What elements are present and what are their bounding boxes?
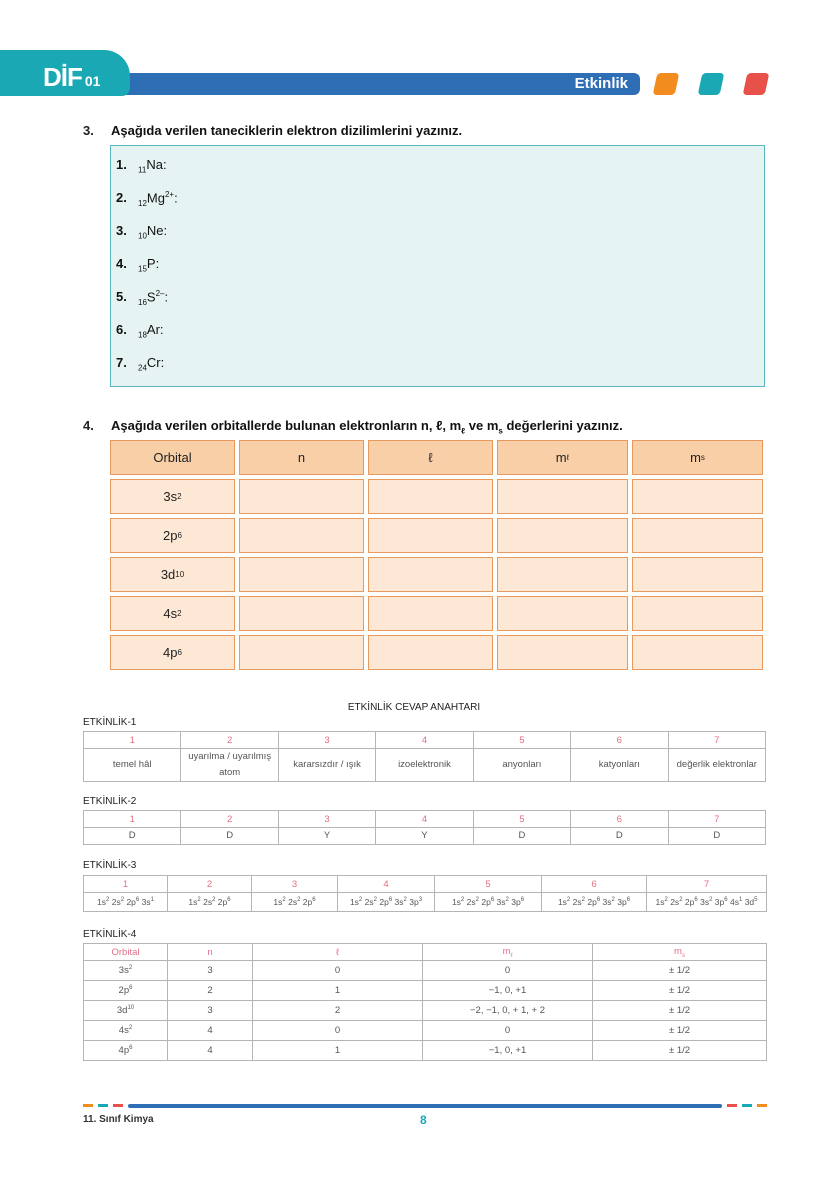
subshell: 2p [684, 897, 695, 907]
orbital-electrons: 10 [175, 570, 185, 579]
subshell-electrons: 6 [490, 897, 495, 904]
key-answer-row [84, 828, 766, 845]
subshell-electrons: 2 [120, 897, 125, 904]
page-number: 8 [420, 1113, 427, 1127]
element-symbol: Ne [146, 223, 164, 238]
subshell-electrons: 6 [312, 897, 316, 904]
subshell: 2s [670, 897, 680, 907]
key-answer-cell: D [181, 828, 278, 845]
subshell: 2p [379, 897, 389, 907]
subshell-electrons: 6 [227, 897, 231, 904]
subshell-electrons: 2 [297, 897, 301, 904]
key-number-cell: 3 [252, 876, 338, 893]
key-number-cell: 6 [542, 876, 647, 893]
ml-cell: −2, −1, 0, + 1, + 2 [423, 1001, 593, 1021]
subshell: 1s [451, 897, 461, 907]
atomic-number: 18 [138, 330, 147, 340]
orbital-cell [84, 1021, 168, 1041]
subshell: 3p [511, 897, 521, 907]
subshell: 1s [97, 897, 107, 907]
key-number-cell: 7 [668, 811, 765, 828]
key-answer-cell: D [571, 828, 668, 845]
ms-cell: ± 1/2 [593, 981, 767, 1001]
footer-line [128, 1104, 722, 1108]
etk1-label: ETKİNLİK-1 [83, 717, 137, 728]
orbital-answer-cell[interactable] [368, 479, 493, 514]
subshell-electrons: 2 [373, 897, 377, 904]
key-answer-row [84, 1021, 767, 1041]
q3-item [116, 157, 167, 175]
subshell: 3p [714, 897, 725, 907]
n-cell: 4 [168, 1041, 253, 1061]
q3-item [116, 190, 178, 208]
subshell-electrons: 2 [709, 897, 713, 904]
key-number-cell: 1 [84, 811, 181, 828]
subshell: 2p [302, 897, 313, 907]
orbital-table-header [110, 440, 235, 475]
subshell-electrons: 1 [738, 897, 743, 904]
subshell-electrons: 2 [106, 897, 110, 904]
header-text: m [674, 945, 682, 957]
subshell: 3s [141, 897, 151, 907]
subshell: 2p [126, 897, 136, 907]
orbital-label-cell [110, 518, 235, 553]
key-number-cell: 6 [571, 732, 668, 749]
q4-number: 4. [83, 418, 94, 433]
subshell: 2p [217, 897, 228, 907]
orbital-answer-cell[interactable] [632, 635, 763, 670]
q3-item-number: 3. [116, 223, 127, 238]
subshell-electrons: 3 [418, 897, 423, 904]
q3-item-number: 6. [116, 322, 127, 337]
header-subscript: ℓ [566, 453, 570, 462]
key-number-cell: 5 [435, 876, 542, 893]
orbital-answer-cell[interactable] [632, 479, 763, 514]
orbital-name: 4p [163, 645, 178, 660]
orbital-table-header [239, 440, 364, 475]
element-symbol: P [146, 256, 156, 271]
subshell-electrons: 2 [403, 897, 407, 904]
orbital-electrons: 6 [177, 531, 182, 540]
header-text: n [207, 946, 213, 958]
key-header-cell [253, 944, 423, 961]
n-cell: 4 [168, 1021, 253, 1041]
subshell-electrons: 2 [197, 897, 201, 904]
subshell: 1s [655, 897, 665, 907]
etk3-table [83, 875, 767, 912]
atomic-number: 15 [138, 264, 147, 274]
ml-cell: 0 [423, 1021, 593, 1041]
subshell: 2p [587, 897, 597, 907]
key-header-cell [84, 944, 168, 961]
etk4-label: ETKİNLİK-4 [83, 929, 137, 940]
footer-dash-teal-2 [742, 1104, 752, 1107]
header-text: ℓ [335, 946, 340, 958]
q3-item-number: 4. [116, 256, 127, 271]
electron-configuration-cell [84, 893, 168, 912]
orbital-cell [84, 1041, 168, 1061]
orbital-answer-cell[interactable] [632, 518, 763, 553]
subshell: 2s [572, 897, 582, 907]
orbital-answer-cell[interactable] [497, 479, 628, 514]
header-text: Orbital [153, 450, 192, 465]
subshell: 1s [349, 897, 359, 907]
orbital-answer-cell[interactable] [497, 596, 628, 631]
orbital-answer-cell[interactable] [239, 557, 364, 592]
orbital-label-cell [110, 635, 235, 670]
orbital-electrons: 6 [129, 1044, 133, 1051]
key-answer-row [84, 1001, 767, 1021]
header-text: ℓ [428, 450, 433, 465]
header-text: m [555, 450, 567, 465]
key-number-cell: 2 [181, 811, 278, 828]
electron-configuration-cell [338, 893, 435, 912]
item-colon: : [155, 256, 160, 271]
etk2-label: ETKİNLİK-2 [83, 796, 137, 807]
subshell-electrons: 5 [754, 897, 758, 904]
key-answer-cell: değerlik elektronlar [668, 749, 765, 782]
element-symbol: Cr [146, 355, 161, 370]
item-colon: : [162, 157, 167, 172]
subshell: 2s [466, 897, 476, 907]
orbital-name: 4s [118, 1025, 129, 1037]
element-symbol: Na [146, 157, 163, 172]
key-number-cell: 1 [84, 732, 181, 749]
ms-cell: ± 1/2 [593, 1001, 767, 1021]
key-header-cell [168, 944, 253, 961]
key-answer-row [84, 981, 767, 1001]
subshell-electrons: 6 [596, 897, 601, 904]
electron-configuration-cell [435, 893, 542, 912]
orbital-answer-cell[interactable] [239, 518, 364, 553]
subshell-electrons: 2 [679, 897, 683, 904]
atomic-number: 11 [138, 165, 147, 175]
subshell-electrons: 2 [460, 897, 465, 904]
header-text: Orbital [111, 946, 140, 958]
item-colon: : [163, 223, 168, 238]
header-bar [100, 73, 640, 95]
q3-title: Aşağıda verilen taneciklerin elektron dizilimlerini yazınız. [111, 123, 463, 138]
key-number-cell: 4 [376, 732, 473, 749]
orbital-name: 4s [163, 606, 178, 621]
orbital-answer-cell[interactable] [632, 596, 763, 631]
subshell: 3s [602, 897, 612, 907]
key-answer-cell: Y [278, 828, 375, 845]
key-answer-row [84, 893, 767, 912]
footer-dash-red-2 [727, 1104, 737, 1107]
atomic-number: 12 [138, 198, 147, 208]
ms-cell: ± 1/2 [593, 1041, 767, 1061]
footer-dash-teal [98, 1104, 108, 1107]
orbital-electrons: 2 [128, 1024, 133, 1031]
electron-configuration-cell [542, 893, 647, 912]
section-title: Etkinlik [574, 75, 628, 92]
subshell-electrons: 6 [626, 897, 631, 904]
subshell-electrons: 6 [135, 897, 140, 904]
orbital-answer-cell[interactable] [368, 596, 493, 631]
orbital-label-cell [110, 479, 235, 514]
n-cell: 3 [168, 961, 253, 981]
orbital-name: 2p [118, 985, 130, 997]
ml-cell: −1, 0, +1 [423, 1041, 593, 1061]
orbital-answer-cell[interactable] [368, 557, 493, 592]
subshell: 2s [364, 897, 374, 907]
subshell: 3s [496, 897, 506, 907]
key-answer-cell: Y [376, 828, 473, 845]
orbital-answer-cell[interactable] [239, 479, 364, 514]
atomic-number: 16 [138, 297, 147, 307]
q3-item [116, 223, 167, 241]
subshell-electrons: 2 [664, 897, 668, 904]
electron-configuration-cell [168, 893, 252, 912]
orbital-table-header [497, 440, 628, 475]
key-number-cell: 6 [571, 811, 668, 828]
subshell: 3p [617, 897, 627, 907]
ion-charge: 2+ [164, 190, 175, 199]
key-answer-cell: anyonları [473, 749, 570, 782]
orbital-name: 3d [116, 1005, 128, 1017]
key-number-row [84, 876, 767, 893]
key-answer-cell: D [668, 828, 765, 845]
key-number-cell: 2 [168, 876, 252, 893]
subshell-electrons: 6 [520, 897, 525, 904]
q3-item-number: 1. [116, 157, 127, 172]
subshell-electrons: 2 [212, 897, 216, 904]
element-symbol: S [146, 289, 156, 305]
atomic-number: 10 [138, 231, 147, 241]
subshell: 3s [394, 897, 404, 907]
q3-item [116, 355, 164, 373]
orbital-name: 2p [163, 528, 178, 543]
l-cell: 1 [253, 1041, 423, 1061]
orbital-answer-cell[interactable] [368, 635, 493, 670]
subshell: 3s [700, 897, 710, 907]
orange-square-icon [653, 73, 680, 95]
ml-cell: −1, 0, +1 [423, 981, 593, 1001]
q3-item [116, 256, 159, 274]
q3-number: 3. [83, 123, 94, 138]
key-answer-cell: uyarılma / uyarılmış atom [181, 749, 278, 782]
subshell-electrons: 6 [724, 897, 728, 904]
orbital-answer-cell[interactable] [497, 557, 628, 592]
red-square-icon [743, 73, 770, 95]
subshell: 3p [409, 897, 419, 907]
subshell: 2s [203, 897, 213, 907]
electron-configuration-cell [647, 893, 767, 912]
header-subscript: s [700, 453, 705, 462]
electron-configuration-cell [252, 893, 338, 912]
orbital-electrons: 2 [177, 609, 182, 618]
orbital-name: 3d [160, 567, 176, 582]
key-number-cell: 2 [181, 732, 278, 749]
subshell: 2s [111, 897, 121, 907]
orbital-electrons: 10 [127, 1004, 135, 1011]
key-answer-row [84, 1041, 767, 1061]
key-number-cell: 5 [473, 811, 570, 828]
key-number-cell: 4 [338, 876, 435, 893]
subshell-electrons: 6 [694, 897, 698, 904]
q4-title: Aşağıda verilen orbitallerde bulunan elektronların n, ℓ, $m_\ell$ ve $m_s$ değerlerini yazınız. [111, 418, 623, 436]
orbital-answer-cell[interactable] [632, 557, 763, 592]
ms-cell: ± 1/2 [593, 961, 767, 981]
footer-dash-red [113, 1104, 123, 1107]
subshell: 2s [288, 897, 298, 907]
key-number-cell: 7 [647, 876, 767, 893]
orbital-label-cell [110, 557, 235, 592]
ion-charge: 2– [155, 289, 165, 298]
subshell: 4s [729, 897, 739, 907]
header-subscript: ℓ [510, 952, 513, 959]
answer-key-title: ETKİNLİK CEVAP ANAHTARI [347, 702, 481, 713]
subshell-electrons: 1 [150, 897, 154, 904]
atomic-number: 24 [138, 363, 147, 373]
orbital-name: 3s [118, 965, 129, 977]
subshell-electrons: 2 [505, 897, 509, 904]
l-cell: 1 [253, 981, 423, 1001]
n-cell: 2 [168, 981, 253, 1001]
subshell-electrons: 6 [388, 897, 393, 904]
orbital-answer-cell[interactable] [497, 635, 628, 670]
item-colon: : [164, 289, 169, 305]
orbital-name: 4p [118, 1045, 130, 1057]
orbital-answer-cell[interactable] [497, 518, 628, 553]
etk4-table [83, 943, 767, 1061]
etk2-table [83, 810, 766, 845]
key-number-cell: 7 [668, 732, 765, 749]
subshell-electrons: 2 [581, 897, 585, 904]
teal-square-icon [698, 73, 725, 95]
key-header-cell [423, 944, 593, 961]
l-cell: 2 [253, 1001, 423, 1021]
orbital-answer-cell[interactable] [239, 635, 364, 670]
header-text: m [690, 450, 701, 465]
subshell: 2p [481, 897, 491, 907]
subshell: 1s [188, 897, 198, 907]
header-text: m [502, 945, 511, 957]
element-symbol: Mg [146, 190, 165, 206]
subshell-electrons: 2 [611, 897, 615, 904]
key-answer-cell: kararsızdır / ışık [278, 749, 375, 782]
subshell-electrons: 2 [282, 897, 286, 904]
key-answer-row [84, 961, 767, 981]
etk1-table [83, 731, 766, 782]
key-number-cell: 4 [376, 811, 473, 828]
key-number-cell: 3 [278, 811, 375, 828]
q3-item-number: 5. [116, 289, 127, 305]
key-number-row [84, 811, 766, 828]
orbital-table-header [632, 440, 763, 475]
item-colon: : [159, 322, 164, 337]
orbital-electrons: 2 [177, 492, 182, 501]
key-header-row [84, 944, 767, 961]
orbital-cell [84, 1001, 168, 1021]
footer-course: 11. Sınıf Kimya [83, 1114, 154, 1125]
header-subscript: s [681, 952, 685, 959]
q3-item-number: 2. [116, 190, 127, 206]
subshell-electrons: 2 [566, 897, 571, 904]
subshell-electrons: 2 [358, 897, 363, 904]
orbital-table-header [368, 440, 493, 475]
key-number-cell: 1 [84, 876, 168, 893]
footer-dash-orange-2 [757, 1104, 767, 1107]
header-text: n [297, 450, 306, 465]
orbital-cell [84, 981, 168, 1001]
etk3-label: ETKİNLİK-3 [83, 860, 137, 871]
orbital-electrons: 6 [177, 648, 182, 657]
q3-answer-box[interactable] [110, 145, 765, 387]
orbital-electrons: 6 [129, 984, 133, 991]
footer-dash-orange [83, 1104, 93, 1107]
key-answer-row [84, 749, 766, 782]
orbital-answer-cell[interactable] [368, 518, 493, 553]
l-cell: 0 [253, 1021, 423, 1041]
item-colon: : [160, 355, 165, 370]
element-symbol: Ar [146, 322, 160, 337]
key-header-cell [593, 944, 767, 961]
subshell: 3d [744, 897, 755, 907]
orbital-electrons: 2 [128, 964, 133, 971]
orbital-cell [84, 961, 168, 981]
q3-item [116, 289, 168, 307]
key-answer-cell: temel hâl [84, 749, 181, 782]
subshell: 1s [557, 897, 567, 907]
q3-item-number: 7. [116, 355, 127, 370]
key-number-cell: 5 [473, 732, 570, 749]
ms-cell: ± 1/2 [593, 1021, 767, 1041]
subshell: 1s [273, 897, 283, 907]
item-colon: : [174, 190, 178, 206]
subshell-electrons: 2 [475, 897, 479, 904]
logo: DİF 01 [43, 62, 101, 92]
key-answer-cell: D [84, 828, 181, 845]
key-answer-cell: izoelektronik [376, 749, 473, 782]
key-number-row [84, 732, 766, 749]
n-cell: 3 [168, 1001, 253, 1021]
orbital-label-cell [110, 596, 235, 631]
orbital-answer-cell[interactable] [239, 596, 364, 631]
l-cell: 0 [253, 961, 423, 981]
key-answer-cell: D [473, 828, 570, 845]
q3-item [116, 322, 164, 340]
key-answer-cell: katyonları [571, 749, 668, 782]
key-number-cell: 3 [278, 732, 375, 749]
ml-cell: 0 [423, 961, 593, 981]
orbital-name: 3s [163, 489, 178, 504]
